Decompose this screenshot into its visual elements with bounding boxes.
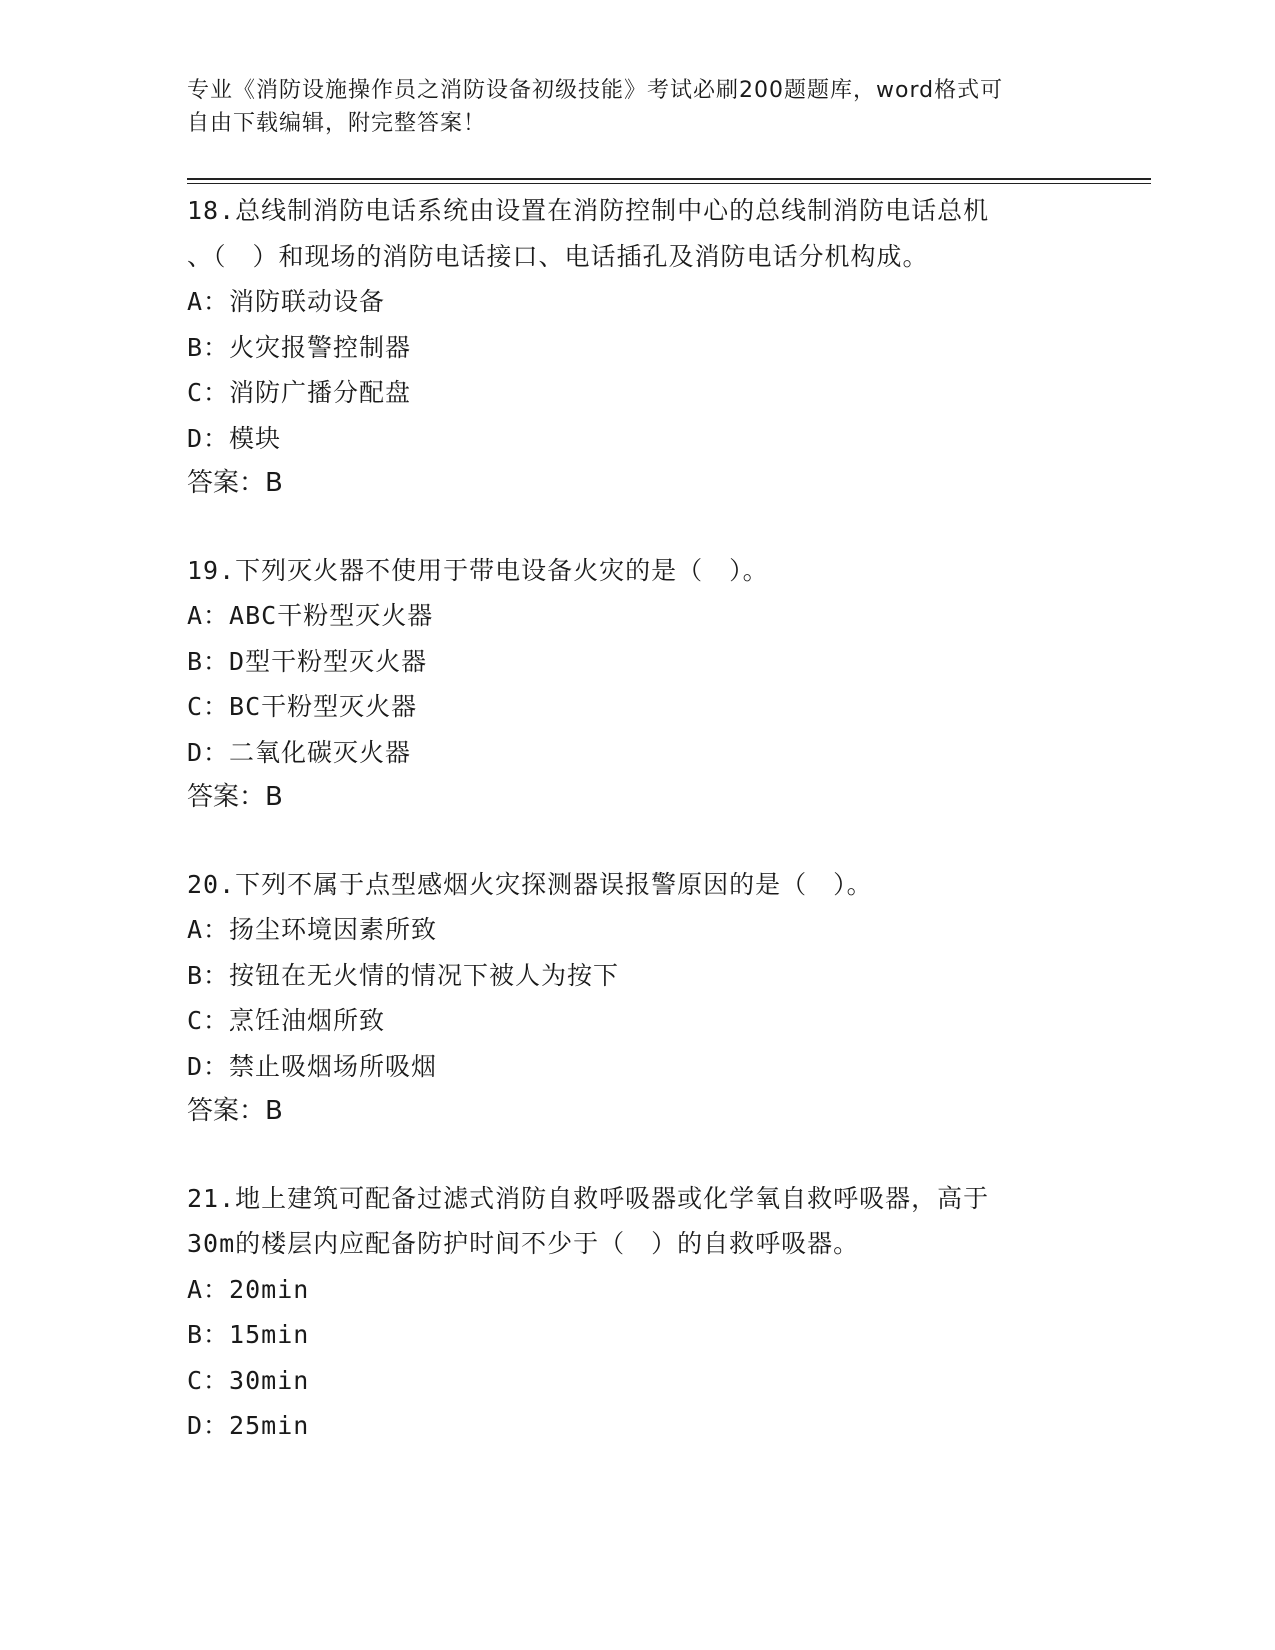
option-d: D：模块 <box>187 423 282 453</box>
option-a: A：20min <box>187 1274 310 1304</box>
option-a: A：消防联动设备 <box>187 287 386 316</box>
question-stem: 18.总线制消防电话系统由设置在消防控制中心的总线制消防电话总机 <box>187 196 990 225</box>
question-19 <box>187 548 1087 821</box>
question-list <box>187 188 1087 1490</box>
header-line-2: 自由下载编辑，附完整答案！ <box>187 111 487 136</box>
header-divider-thick <box>187 178 1151 180</box>
question-stem: 30m的楼层内应配备防护时间不少于（ ）的自救呼吸器。 <box>187 1229 860 1258</box>
option-d: D：25min <box>187 1411 310 1440</box>
option-a: A：扬尘环境因素所致 <box>187 915 438 944</box>
option-d: D：二氧化碳灭火器 <box>187 737 412 767</box>
option-b: B：D型干粉型灭火器 <box>187 646 428 676</box>
question-stem: 19.下列灭火器不使用于带电设备火灾的是（ ）。 <box>187 555 769 585</box>
option-b: B：火灾报警控制器 <box>187 332 412 362</box>
option-d: D：禁止吸烟场所吸烟 <box>187 1051 438 1081</box>
question-21 <box>187 1176 1087 1449</box>
option-b: B：按钮在无火情的情况下被人为按下 <box>187 960 620 990</box>
option-b: B：15min <box>187 1320 310 1349</box>
answer-line: 答案：B <box>187 468 283 498</box>
question-stem: 、（ ）和现场的消防电话接口、电话插孔及消防电话分机构成。 <box>187 241 929 271</box>
answer-line: 答案：B <box>187 1096 283 1126</box>
question-20 <box>187 862 1087 1135</box>
question-18 <box>187 188 1087 507</box>
option-c: C：消防广播分配盘 <box>187 378 412 407</box>
option-c: C：烹饪油烟所致 <box>187 1006 386 1035</box>
header-divider-thin <box>187 183 1151 184</box>
option-c: C：30min <box>187 1365 310 1395</box>
document-header <box>187 74 1067 140</box>
header-line-1: 专业《消防设施操作员之消防设备初级技能》考试必刷200题题库，word格式可 <box>187 78 1004 103</box>
option-c: C：BC干粉型灭火器 <box>187 692 418 721</box>
question-stem: 20.下列不属于点型感烟火灾探测器误报警原因的是（ ）。 <box>187 869 873 899</box>
answer-line: 答案：B <box>187 782 283 812</box>
option-a: A：ABC干粉型灭火器 <box>187 601 434 630</box>
question-stem: 21.地上建筑可配备过滤式消防自救呼吸器或化学氧自救呼吸器，高于 <box>187 1183 990 1213</box>
